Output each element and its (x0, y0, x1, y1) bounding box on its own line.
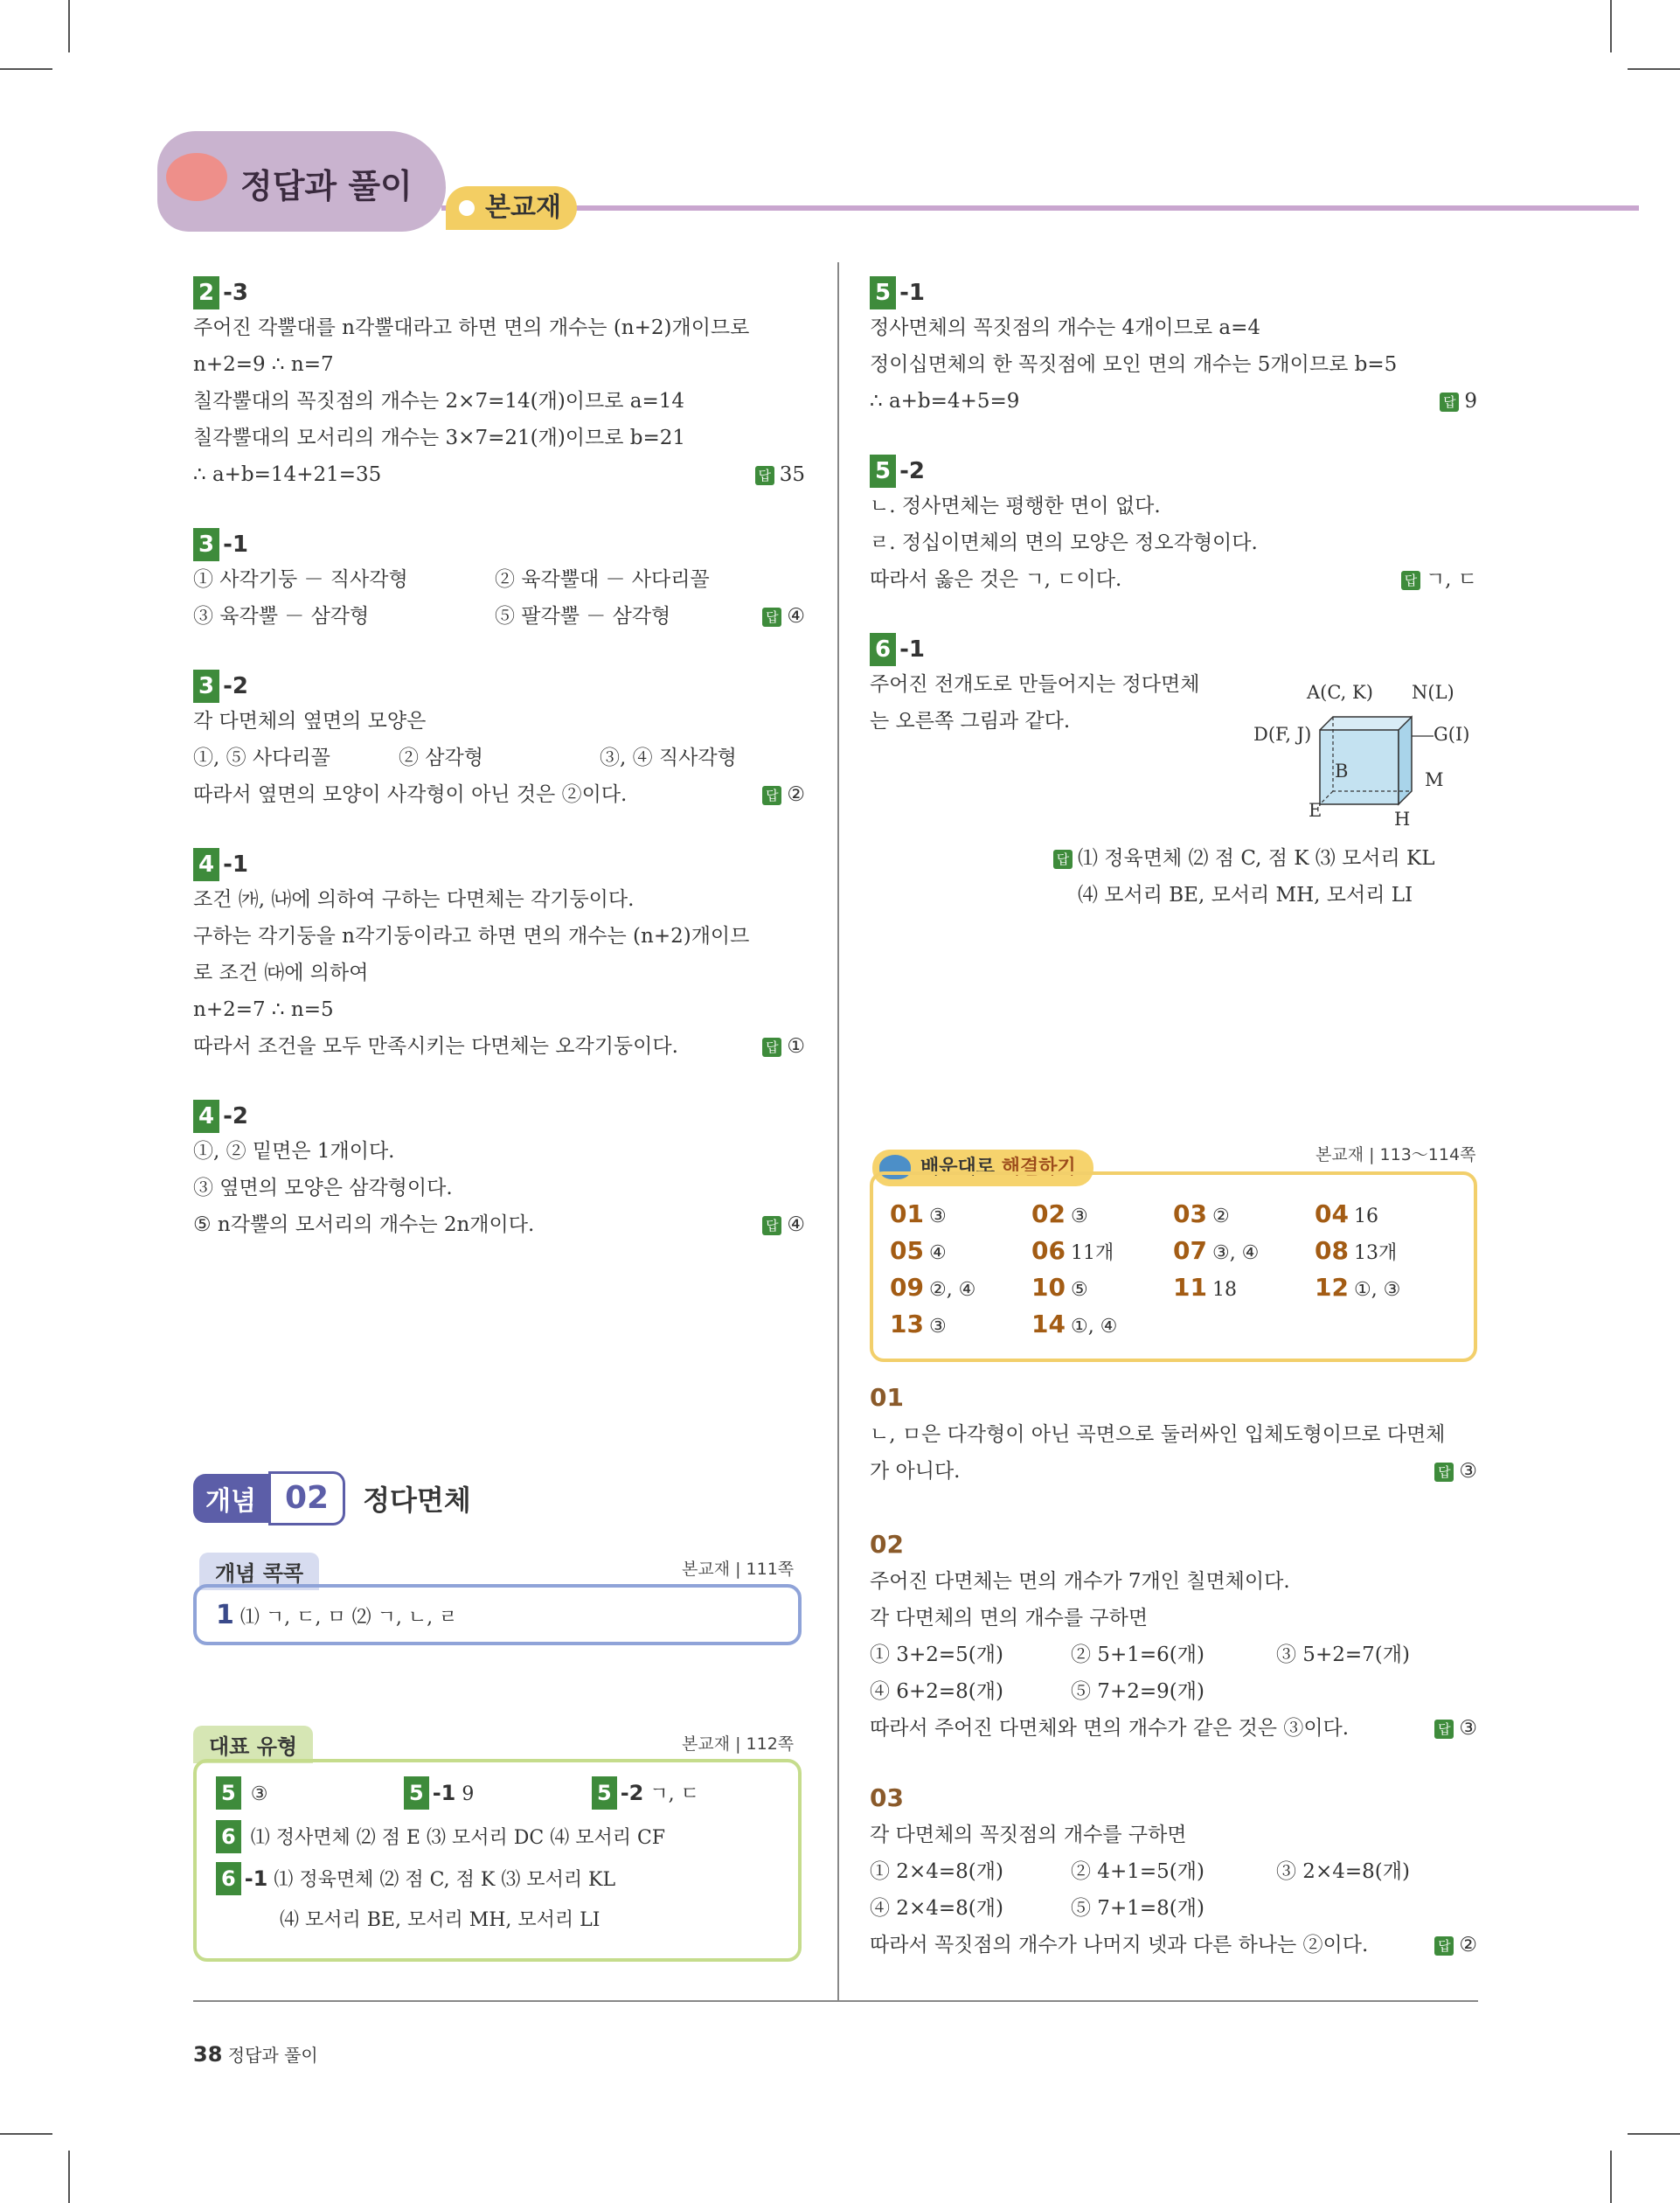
solution-line: ①, ② 밑면은 1개이다. (193, 1140, 395, 1163)
answer: 답 ㄱ, ㄷ (1401, 561, 1477, 598)
answer-icon: 답 (1434, 1463, 1454, 1482)
answer-line: ⑷ 모서리 BE, 모서리 MH, 모서리 LI (1078, 884, 1413, 907)
crop-mark (1628, 2133, 1680, 2135)
solution-line: ④ 6+2=8(개) ⑤ 7+2=9(개) (870, 1680, 1204, 1703)
solution-line: 각 다면체의 옆면의 모양은 (193, 710, 427, 733)
answer: 답 ③ (1434, 1453, 1477, 1490)
answer-icon: 답 (755, 466, 774, 485)
header-rule (441, 205, 1639, 211)
solve-answer-item: 14 ①, ④ (1031, 1310, 1118, 1338)
solution-line: n+2=9 ∴ n=7 (193, 353, 334, 376)
solve-answer-item: 12 ①, ③ (1315, 1273, 1401, 1302)
problem-5-2 (870, 455, 1477, 598)
solution-03 (870, 1783, 1477, 1963)
cube-label: G(I) (1434, 724, 1470, 745)
answer: 답 ③ (1434, 1710, 1477, 1747)
cube-label: E (1309, 800, 1322, 821)
answer-icon: 답 (762, 786, 781, 805)
solution-line: ① 사각기둥 － 직사각형 ② 육각뿔대 － 사다리꼴 (193, 568, 710, 591)
solution-line: 정사면체의 꼭짓점의 개수는 4개이므로 a=4 (870, 316, 1260, 339)
cube-label: M (1425, 769, 1444, 790)
cube-label: A(C, K) (1307, 682, 1373, 703)
solution-line: 정이십면체의 한 꼭짓점에 모인 면의 개수는 5개이므로 b=5 (870, 353, 1398, 376)
crop-mark (1610, 2151, 1612, 2203)
rep-page-ref: 본교재 | 112쪽 (682, 1734, 795, 1754)
solution-line: 로 조건 ㈐에 의하여 (193, 962, 369, 984)
problem-tag: 5 -2 (870, 455, 925, 488)
problem-5-1 (870, 276, 1477, 420)
rep-row: ⑷ 모서리 BE, 모서리 MH, 모서리 LI (280, 1909, 600, 1931)
answer-icon: 답 (1053, 850, 1073, 869)
solution-line: n+2=7 ∴ n=5 (193, 998, 334, 1021)
question-number: 01 (870, 1383, 904, 1412)
solve-label: 배운대로 해결하기 (872, 1150, 1093, 1186)
solve-page-ref: 본교재 | 113～114쪽 (1316, 1145, 1476, 1164)
left-column (193, 276, 805, 1243)
question-number: 03 (870, 1783, 904, 1812)
solve-answer-item: 11 18 (1173, 1273, 1237, 1302)
footer-rule (193, 2000, 1478, 2002)
solve-answer-item: 09 ②, ④ (890, 1273, 976, 1302)
solution-line: 가 아니다. 답 ③ (870, 1453, 1477, 1490)
solution-line: 따라서 옳은 것은 ㄱ, ㄷ이다. 답 ㄱ, ㄷ (870, 561, 1477, 598)
solution-line: ③ 옆면의 모양은 삼각형이다. (193, 1177, 453, 1199)
answer: 답 35 (755, 456, 805, 493)
solution-line: ∴ a+b=14+21=35 답 35 (193, 456, 805, 493)
answer: 답 ① (762, 1028, 805, 1065)
crop-mark (1610, 0, 1612, 52)
footer (193, 2041, 318, 2067)
solution-line: 는 오른쪽 그림과 같다. (870, 710, 1071, 733)
solution-line: 따라서 옆면의 모양이 사각형이 아닌 것은 ②이다. 답 ② (193, 776, 805, 813)
answer: 답 ⑴ 정육면체 ⑵ 점 C, 점 K ⑶ 모서리 KL (1053, 842, 1435, 871)
fish-mascot-icon (166, 153, 227, 201)
solution-line: 각 다면체의 꼭짓점의 개수를 구하면 (870, 1824, 1187, 1846)
solve-answer-item: 03 ② (1173, 1199, 1230, 1228)
problem-3-1 (193, 528, 805, 635)
concept-number: 02 (268, 1471, 345, 1525)
solution-02 (870, 1530, 1477, 1747)
cube-label: H (1394, 809, 1411, 830)
solution-line: ①, ⑤ 사다리꼴 ② 삼각형 ③, ④ 직사각형 (193, 747, 737, 769)
rep-label: 대표 유형 (193, 1726, 313, 1763)
rep-row: 5 ③ 5 -1 9 5 -2 ㄱ, ㄷ (216, 1776, 784, 1813)
answer-icon: 답 (762, 608, 781, 627)
question-number: 02 (870, 1530, 904, 1559)
problem-tag: 3 -2 (193, 670, 248, 703)
solve-answer-item: 05 ④ (890, 1236, 947, 1265)
problem-2-3 (193, 276, 805, 493)
solution-line: ④ 2×4=8(개) ⑤ 7+1=8(개) (870, 1897, 1204, 1920)
cube-label: B (1335, 761, 1349, 782)
column-divider (837, 262, 839, 2002)
solution-line: 따라서 조건을 모두 만족시키는 다면체는 오각기둥이다. 답 ① (193, 1028, 805, 1065)
right-column (870, 276, 1477, 740)
cube-figure (1254, 682, 1482, 830)
solution-line: ⑤ n각뿔의 모서리의 개수는 2n개이다. 답 ④ (193, 1206, 805, 1243)
crop-mark (68, 2151, 70, 2203)
answer: 답 ② (762, 776, 805, 813)
solution-line: ㄴ. 정사면체는 평행한 면이 없다. (870, 495, 1161, 518)
answer: 답 ② (1434, 1927, 1477, 1963)
solve-answer-item: 13 ③ (890, 1310, 947, 1338)
concept-title: 정다면체 (363, 1484, 471, 1517)
solution-line: 주어진 다면체는 면의 개수가 7개인 칠면체이다. (870, 1570, 1290, 1593)
rep-row: 6 -1 ⑴ 정육면체 ⑵ 점 C, 점 K ⑶ 모서리 KL (216, 1862, 615, 1899)
problem-tag: 5 -1 (870, 276, 925, 309)
crop-mark (1628, 68, 1680, 70)
problem-tag: 6 -1 (870, 633, 925, 666)
answer-icon: 답 (1434, 1720, 1454, 1739)
problem-tag: 4 -1 (193, 848, 248, 881)
header-title: 정답과 풀이 (240, 167, 413, 205)
solution-line: ③ 육각뿔 － 삼각형 ⑤ 팔각뿔 － 삼각형 답 ④ (193, 598, 805, 635)
solution-line: ① 3+2=5(개) ② 5+1=6(개) ③ 5+2=7(개) (870, 1644, 1410, 1666)
rep-box (193, 1759, 802, 1962)
solution-line: ㄹ. 정십이면체의 면의 모양은 정오각형이다. (870, 532, 1258, 554)
check-label: 개념 콕콕 (199, 1553, 319, 1590)
concept-heading (193, 1471, 471, 1525)
solve-answer-item: 01 ③ (890, 1199, 947, 1228)
solve-answer-item: 10 ⑤ (1031, 1273, 1088, 1302)
answer-icon: 답 (1434, 1936, 1454, 1956)
solution-line: ㄴ, ㅁ은 다각형이 아닌 곡면으로 둘러싸인 입체도형이므로 다면체 (870, 1423, 1446, 1446)
rep-row: 6 ⑴ 정사면체 ⑵ 점 E ⑶ 모서리 DC ⑷ 모서리 CF (216, 1820, 665, 1857)
solution-line: ① 2×4=8(개) ② 4+1=5(개) ③ 2×4=8(개) (870, 1860, 1410, 1883)
crop-mark (68, 0, 70, 52)
answer-icon: 답 (762, 1038, 781, 1057)
problem-tag: 2 -3 (193, 276, 248, 309)
answer: 답 9 (1440, 383, 1477, 420)
check-page-ref: 본교재 | 111쪽 (682, 1560, 795, 1579)
solve-answer-item: 08 13개 (1315, 1236, 1398, 1265)
solve-answer-item: 02 ③ (1031, 1199, 1088, 1228)
answer: 답 ④ (762, 598, 805, 635)
solution-line: 조건 ㈎, ㈏에 의하여 구하는 다면체는 각기둥이다. (193, 888, 635, 911)
answer-icon: 답 (1440, 393, 1459, 412)
solution-line: 칠각뿔대의 꼭짓점의 개수는 2×7=14(개)이므로 a=14 (193, 390, 685, 413)
problem-tag: 4 -2 (193, 1100, 248, 1133)
page-number: 38 (193, 2042, 223, 2067)
answer-icon: 답 (762, 1216, 781, 1235)
header-tab: 본교재 (446, 186, 577, 230)
solution-line: 따라서 주어진 다면체와 면의 개수가 같은 것은 ③이다. 답 ③ (870, 1710, 1477, 1747)
problem-3-2 (193, 670, 805, 813)
solution-line: 구하는 각기둥을 n각기둥이라고 하면 면의 개수는 (n+2)개이므 (193, 925, 750, 948)
solution-line: 각 다면체의 면의 개수를 구하면 (870, 1607, 1149, 1630)
answer-icon: 답 (1401, 571, 1420, 590)
cube-label: D(F, J) (1253, 724, 1312, 745)
solution-line: 주어진 각뿔대를 n각뿔대라고 하면 면의 개수는 (n+2)개이므로 (193, 316, 750, 339)
solve-answer-item: 07 ③, ④ (1173, 1236, 1260, 1265)
problem-4-1 (193, 848, 805, 1065)
problem-tag: 3 -1 (193, 528, 248, 561)
solution-line: 칠각뿔대의 모서리의 개수는 3×7=21(개)이므로 b=21 (193, 427, 686, 449)
cube-drawing (1254, 682, 1482, 830)
problem-4-2 (193, 1100, 805, 1243)
solve-answer-item: 04 16 (1315, 1199, 1378, 1228)
footer-text: 정답과 풀이 (227, 2045, 318, 2066)
crop-mark (0, 68, 52, 70)
concept-label: 개념 (193, 1474, 268, 1523)
solve-answer-item: 06 11개 (1031, 1236, 1114, 1265)
crop-mark (0, 2133, 52, 2135)
solution-line: 따라서 꼭짓점의 개수가 나머지 넷과 다른 하나는 ②이다. 답 ② (870, 1927, 1477, 1963)
cube-label: N(L) (1412, 682, 1454, 703)
solution-01 (870, 1383, 1477, 1490)
solution-line: 주어진 전개도로 만들어지는 정다면체 (870, 673, 1200, 696)
solution-line: ∴ a+b=4+5=9 답 9 (870, 383, 1477, 420)
check-box: 1 ⑴ ㄱ, ㄷ, ㅁ ⑵ ㄱ, ㄴ, ㄹ (193, 1584, 802, 1645)
answer: 답 ④ (762, 1206, 805, 1243)
